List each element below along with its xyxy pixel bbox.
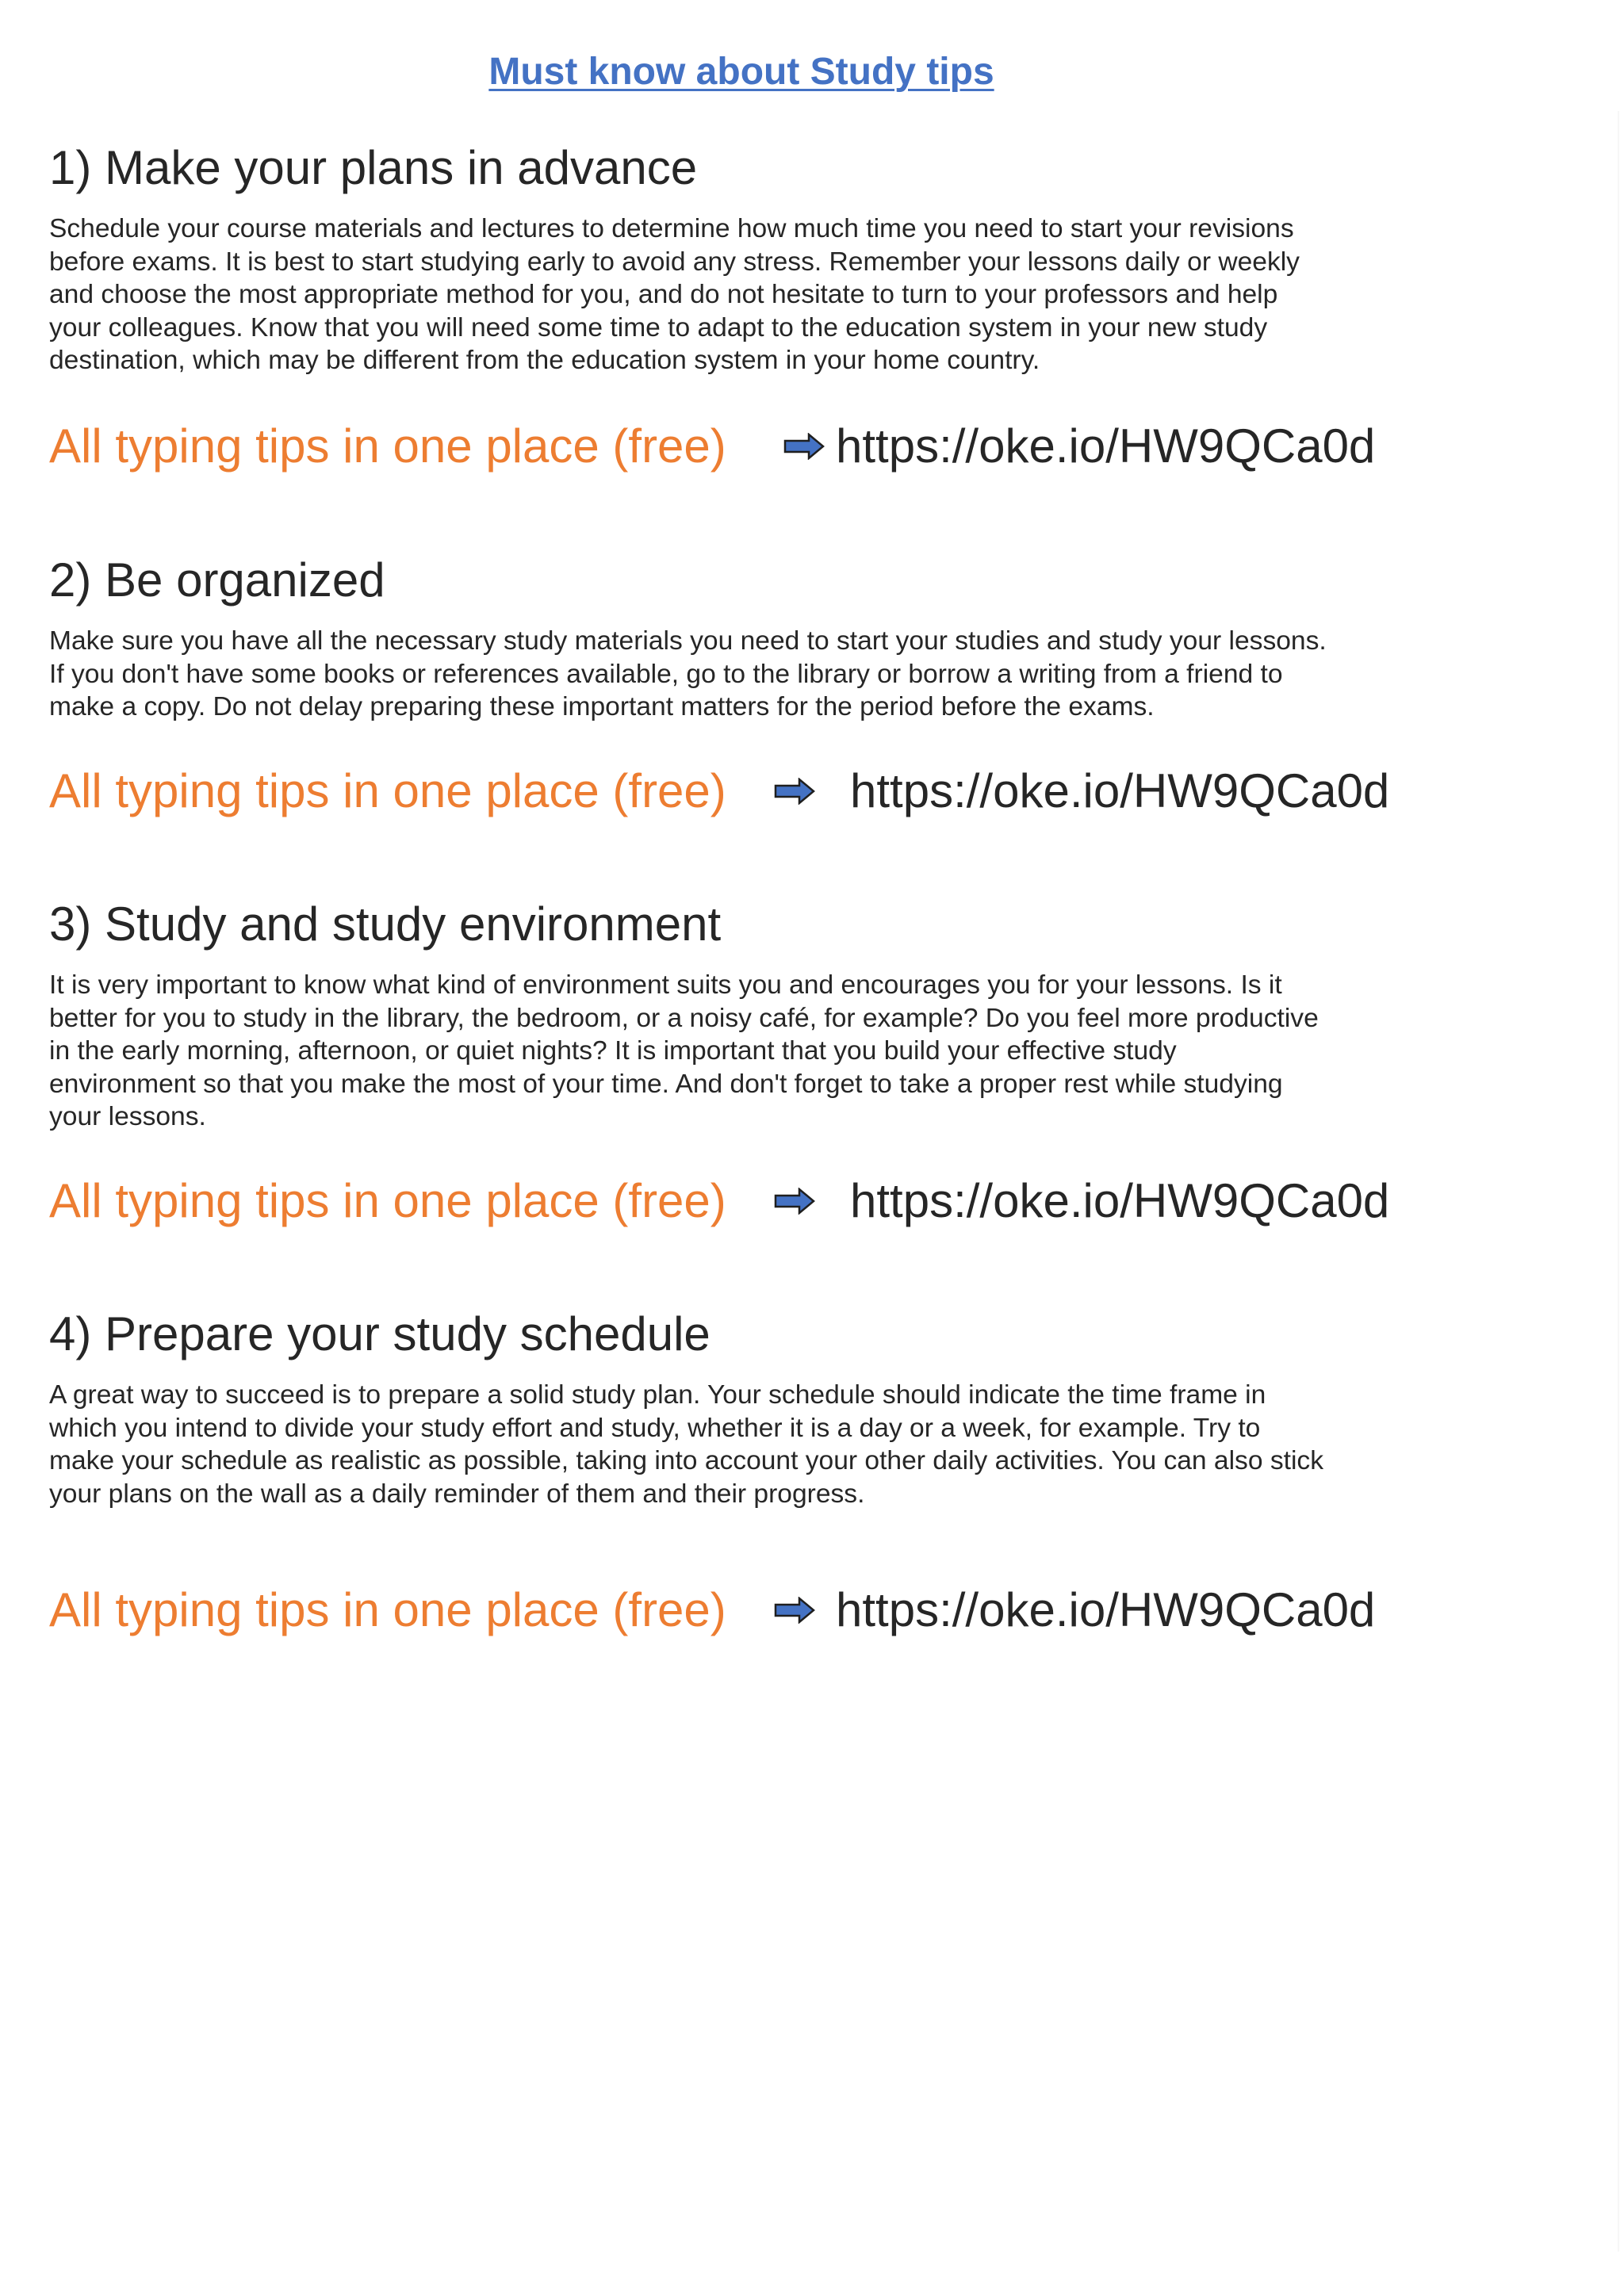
right-arrow-icon xyxy=(774,1597,815,1624)
promo-link[interactable]: https://oke.io/HW9QCa0d xyxy=(836,419,1376,473)
section-body: A great way to succeed is to prepare a solid study plan. Your schedule should indicate the time frame in which you intend to divide your study effort and study, whether it is a day or a week, for example. Try to make your schedule as realistic as possible, taking into account your other daily activities. You can also stick your plans on the wall as a daily reminder of them and their progress. xyxy=(49,1380,1323,1509)
section-heading: 4) Prepare your study schedule xyxy=(49,1307,710,1360)
section-study-schedule xyxy=(49,1306,1445,1510)
promo-line xyxy=(49,1169,1556,1234)
promo-link[interactable]: https://oke.io/HW9QCa0d xyxy=(850,1174,1390,1227)
document-title: Must know about Study tips xyxy=(488,51,994,93)
section-make-plans xyxy=(49,140,1445,377)
section-body: It is very important to know what kind of environment suits you and encourages you for your lessons. Is it better for you to study in the library, the bedroom, or a noisy café, for example? Do you feel more productive in the early morning, afternoon, or quiet nights? It is important that you build your effective study environment so that you make the most of your time. And don't forget to take a proper rest while studying your lessons. xyxy=(49,970,1319,1131)
promo-text: All typing tips in one place (free) xyxy=(49,1583,726,1636)
section-heading: 3) Study and study environment xyxy=(49,897,722,951)
section-body: Schedule your course materials and lectures to determine how much time you need to start your revisions before exams. It is best to start studying early to avoid any stress. Remember your lessons daily or weekly and choose the most appropriate method for you, and do not hesitate to turn to your professors and help your colleagues. Know that you will need some time to adapt to the education system in your new study destination, which may be different from the education system in your home country. xyxy=(49,214,1300,375)
promo-link[interactable]: https://oke.io/HW9QCa0d xyxy=(836,1583,1376,1636)
promo-text: All typing tips in one place (free) xyxy=(49,764,726,817)
promo-line xyxy=(49,1578,1556,1643)
section-study-environment xyxy=(49,896,1445,1134)
page-edge-shadow xyxy=(1618,111,1619,2252)
right-arrow-icon xyxy=(774,778,815,805)
promo-line xyxy=(49,759,1556,824)
right-arrow-icon xyxy=(774,1188,815,1215)
section-heading: 2) Be organized xyxy=(49,553,385,607)
promo-text: All typing tips in one place (free) xyxy=(49,1174,726,1227)
section-body: Make sure you have all the necessary study materials you need to start your studies and study your lessons. If you don't have some books or references available, go to the library or borrow a writing from a friend to make a copy. Do not delay preparing these important matters for the period before the exams. xyxy=(49,626,1327,721)
section-be-organized xyxy=(49,552,1445,724)
section-heading: 1) Make your plans in advance xyxy=(49,141,698,194)
right-arrow-icon xyxy=(783,433,825,460)
promo-link[interactable]: https://oke.io/HW9QCa0d xyxy=(850,764,1390,817)
promo-line xyxy=(49,414,1556,479)
promo-text: All typing tips in one place (free) xyxy=(49,419,726,473)
